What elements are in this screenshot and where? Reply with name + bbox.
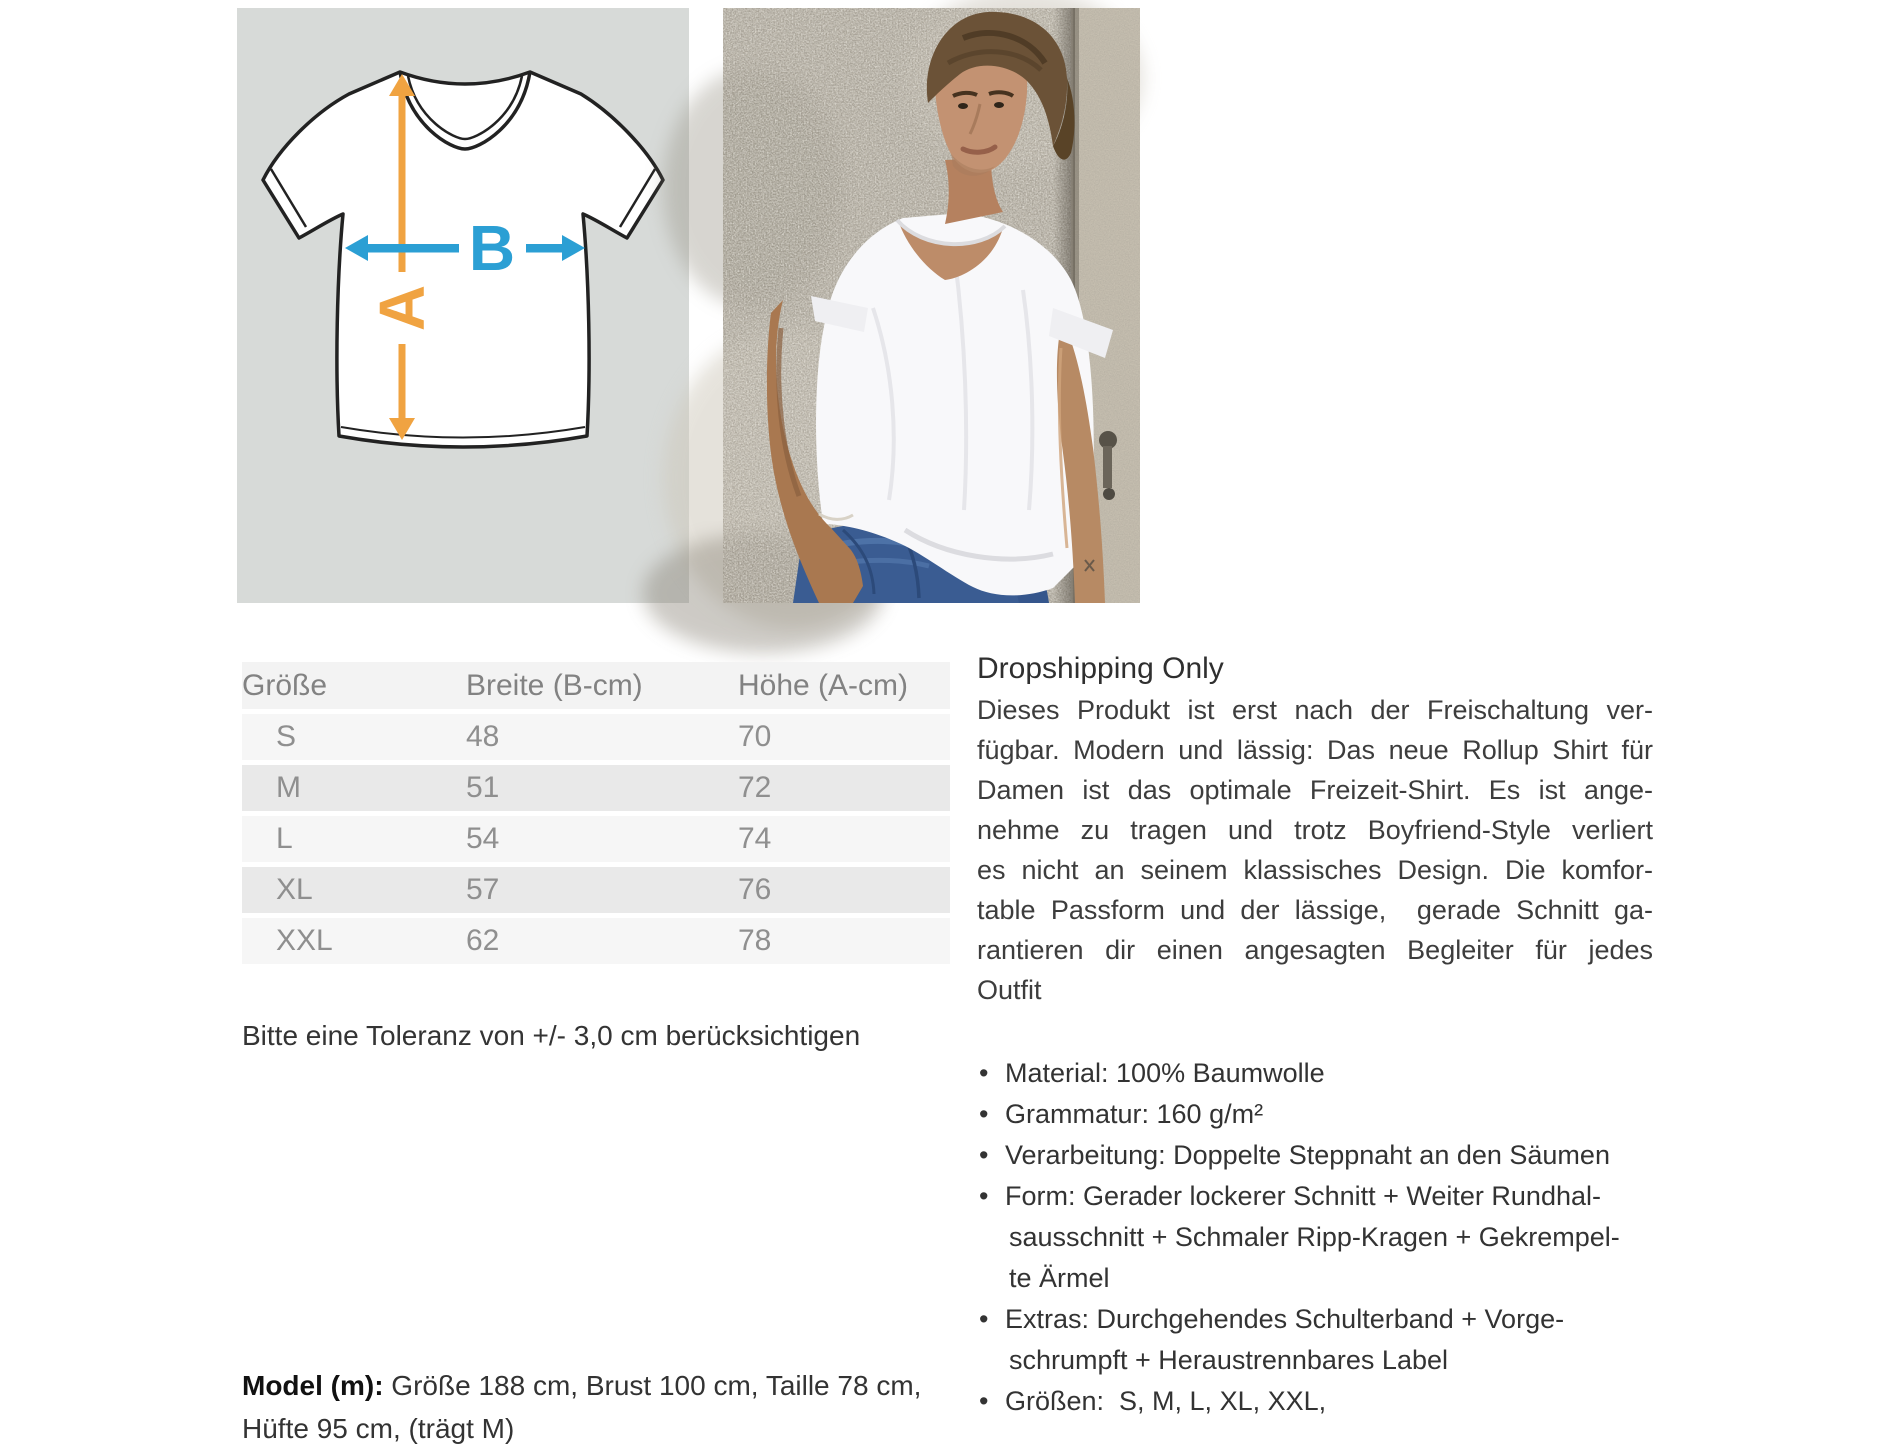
cell-width: 57 [466,867,738,918]
model-photo [723,8,1140,603]
table-row [242,918,950,969]
list-item [977,1176,1653,1217]
list-item [977,1381,1653,1422]
description-line: Damen ist das optimale Freizeit-Shirt. Es ist ange- [977,775,1653,805]
list-item-text: te Ärmel [1009,1263,1110,1293]
description-line: Outfit [977,975,1042,1005]
cell-width: 51 [466,765,738,816]
column-header: Breite (B-cm) [466,662,738,714]
cell-size: M [242,765,466,816]
cell-width: 48 [466,714,738,765]
description-line: fügbar. Modern und lässig: Das neue Rollup Shirt für [977,735,1653,765]
description-line: table Passform und der lässige, gerade Schnitt ga- [977,895,1653,925]
model-measurements-line1: Größe 188 cm, Brust 100 cm, Taille 78 cm, [383,1370,922,1401]
cell-size: XXL [242,918,466,969]
list-item [977,1053,1653,1094]
table-row [242,867,950,918]
list-item [977,1217,1653,1258]
model-measurements [242,1364,1022,1450]
cell-height: 76 [738,867,950,918]
bullet-glyph: • [979,1386,989,1416]
list-item [977,1258,1653,1299]
list-item-text: schrumpft + Heraustrennbares Label [1009,1345,1448,1375]
bullet-glyph: • [979,1181,989,1211]
list-item [977,1135,1653,1176]
tshirt-measurement-diagram [237,8,689,603]
model-photo-illustration [723,8,1140,603]
description-line: nehme zu tragen und trotz Boyfriend-Style verliert [977,815,1653,845]
cell-height: 72 [738,765,950,816]
description-title: Dropshipping Only [977,652,1224,685]
table-row [242,765,950,816]
cell-size: XL [242,867,466,918]
label-a: A [366,284,438,332]
list-item [977,1340,1653,1381]
list-item-text: Form: Gerader lockerer Schnitt + Weiter Rundhal- [1005,1181,1601,1211]
list-item-text: Extras: Durchgehendes Schulterband + Vorge- [1005,1304,1565,1334]
description-line: rantieren dir einen angesagten Begleiter für jedes [977,935,1653,965]
list-item-text: Grammatur: 160 g/m² [1005,1099,1264,1129]
bullet-glyph: • [979,1304,989,1334]
bullet-glyph: • [979,1140,989,1170]
size-chart-table [242,662,950,969]
tolerance-note: Bitte eine Toleranz von +/- 3,0 cm berücksichtigen [242,1020,861,1051]
table-row [242,816,950,867]
description-column [977,648,1653,1422]
column-header: Höhe (A-cm) [738,662,950,714]
cell-height: 74 [738,816,950,867]
product-attributes-list [977,1053,1653,1422]
model-measurements-line2: Hüfte 95 cm, (trägt M) [242,1413,515,1444]
description-line: Dieses Produkt ist erst nach der Freischaltung ver- [977,695,1653,725]
list-item [977,1299,1653,1340]
cell-height: 70 [738,714,950,765]
product-description [977,690,1653,1010]
table-row [242,714,950,765]
description-line: es nicht an seinem klassisches Design. Die komfor- [977,855,1653,885]
bullet-glyph: • [979,1099,989,1129]
list-item-text: Größen: S, M, L, XL, XXL, [1005,1386,1327,1416]
list-item-text: sausschnitt + Schmaler Ripp-Kragen + Gekrempel- [1009,1222,1620,1252]
bullet-glyph: • [979,1058,989,1088]
cell-width: 62 [466,918,738,969]
table-header-row [242,662,950,714]
cell-height: 78 [738,918,950,969]
list-item-text: Material: 100% Baumwolle [1005,1058,1325,1088]
list-item [977,1094,1653,1135]
cell-size: S [242,714,466,765]
list-item-text: Verarbeitung: Doppelte Steppnaht an den Säumen [1005,1140,1610,1170]
size-diagram-panel [237,8,689,603]
cell-size: L [242,816,466,867]
label-b: B [468,212,516,284]
column-header: Größe [242,662,466,714]
cell-width: 54 [466,816,738,867]
model-label: Model (m): [242,1370,384,1401]
